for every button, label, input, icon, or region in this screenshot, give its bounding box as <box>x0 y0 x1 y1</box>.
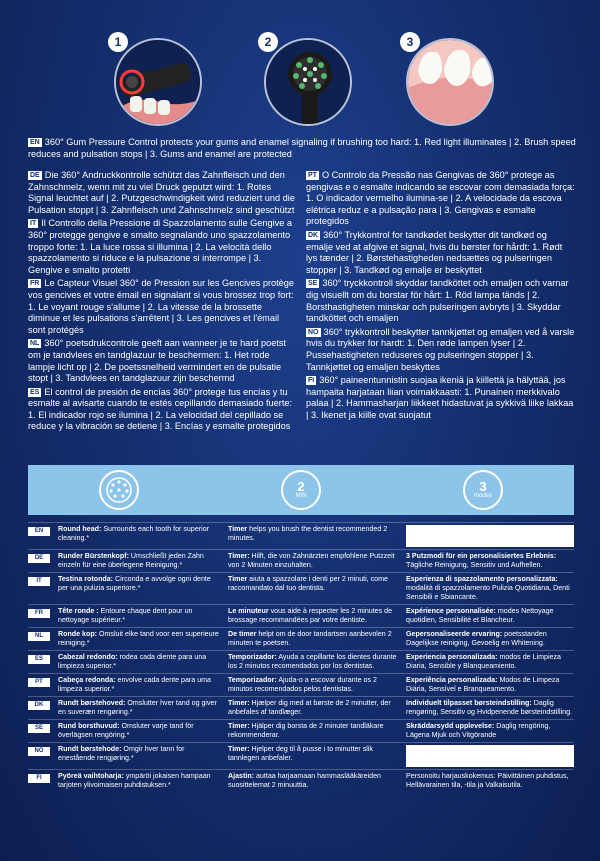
head-cell <box>58 676 228 694</box>
modes-cell-text: Daglig rengøring, Sensitiv og Hvidpenende børsteindstilling. <box>406 699 573 716</box>
table-row <box>28 604 574 627</box>
timer-cell-text: Hjälper dig borsta de 2 minuter tandläkare rekommenderar. <box>228 722 384 739</box>
timer-cell-title: Timer: <box>228 552 250 560</box>
round-head-icon <box>99 470 139 510</box>
step-number: 1 <box>108 32 128 52</box>
modes-cell <box>406 722 574 740</box>
head-cell <box>58 745 228 763</box>
head-cell-title: Cabeça redonda: <box>58 676 116 684</box>
head-cell-text: envolve cada dente para uma limpeza superior.* <box>58 676 211 693</box>
language-columns <box>28 170 576 435</box>
head-cell <box>58 607 228 625</box>
modes-label: modes <box>473 493 492 499</box>
feature-table <box>28 522 574 792</box>
table-row <box>28 696 574 719</box>
modes-cell <box>406 552 574 570</box>
modes-cell-title: 3 Putzmodi für ein personalisiertes Erlebnis: <box>406 552 557 560</box>
lang-tag: ES <box>28 655 50 664</box>
paragraph-text: 360° poetsdrukcontrole geeft aan wanneer je te hard poetst om je tandvlees en tandglazuur te beschermen: 1. Het rode lampje licht op | 2. De poetssnelheid vermindert en de pulsatie stopt | 3. Tandvlees en tandglazuur zijn beschermd <box>28 338 287 384</box>
paragraph-text: 360° Trykkontrol for tandkødet beskytter dit tandkød og emalje ved at afgive et signal, hvis du børster for hårdt: 1. Rødt lys tænder | 2. Børstehastigheden nedsættes og pulseringen stopper | 3. Tandkød og emalje er beskyttet <box>306 229 563 275</box>
timer-cell <box>228 699 406 717</box>
head-cell-text: Umschließt jeden Zahn einzeln für eine überlegene Reinigung.* <box>58 552 204 569</box>
table-row <box>28 673 574 696</box>
step-1 <box>100 32 210 130</box>
paragraph-text: Il Controllo della Pressione di Spazzolamento sulle Gengive a 360° protegge gengive e smalto segnalando uno spazzolamento troppo forte: 1. La luce rossa si illumina | 2. La velocità dello spazzolamento si riduce e la pulsazione si interrompe | 3. Gengive e smalto protetti <box>28 218 292 275</box>
modes-cell-text: poetsstanden Dagelijkse reiniging, Gevoelig en Whitening. <box>406 630 547 647</box>
right-column <box>306 170 576 435</box>
timer-cell-text: Ajuda-o a escovar durante os 2 minutos recomendados pelos dentistas. <box>228 676 377 693</box>
lang-tag: SE <box>308 280 318 288</box>
head-cell-title: Round head: <box>58 525 102 533</box>
timer-cell-text: aiuta a spazzolare i denti per 2 minuti, come raccomandato dal tuo dentista. <box>228 575 388 592</box>
table-row <box>28 549 574 572</box>
lang-tag: EN <box>28 527 50 536</box>
head-cell-text: Surrounds each tooth for superior cleaning.* <box>58 525 210 542</box>
modes-cell-text: Tägliche Reinigung, Sensitiv und Aufhellen. <box>406 561 543 569</box>
modes-value: 3 <box>479 479 487 494</box>
timer-cell-text: helps you brush the dentist recommended 2 minutes. <box>228 525 388 542</box>
modes-cell-title: Expérience personnalisée: <box>406 607 496 615</box>
timer-cell-title: Timer <box>228 575 248 583</box>
head-cell-text: rodea cada diente para una limpieza superior.* <box>58 653 207 670</box>
head-cell <box>58 653 228 671</box>
head-cell-title: Cabezal redondo: <box>58 653 118 661</box>
modes-cell-text: Personoitu harjauskokemus: Päivittäinen puhdistus, Hellävarainen tila, -tila ja Valkaisutila. <box>406 772 569 789</box>
lang-tag: EN <box>30 139 40 146</box>
timer-cell <box>228 722 406 740</box>
modes-cell <box>406 772 574 790</box>
lang-tag: PT <box>28 678 50 687</box>
timer-cell-text: Ayuda a cepillarte los dientes durante los 2 minutos recomendados por los dentistas. <box>228 653 397 670</box>
modes-cell <box>406 525 574 547</box>
timer-cell-text: Hilft, die von Zahnärzten empfohlene Putzzeit von 2 Minuten einzuhalten. <box>228 552 395 569</box>
head-cell <box>58 552 228 570</box>
modes-cell <box>406 607 574 625</box>
table-row <box>28 572 574 604</box>
left-column <box>28 170 296 435</box>
head-cell-title: Rundt børstehoved: <box>58 699 126 707</box>
timer-cell <box>228 772 406 790</box>
lang-paragraph <box>28 218 296 276</box>
head-cell <box>58 772 228 790</box>
healthy-gums-icon <box>406 38 494 126</box>
table-row <box>28 627 574 650</box>
lang-paragraph <box>306 327 576 373</box>
lang-paragraph <box>306 278 576 324</box>
step-number: 2 <box>258 32 278 52</box>
head-cell <box>58 525 228 543</box>
timer-cell-text: auttaa harjaamaan hammaslääkäreiden suosittelemat 2 minuuttia. <box>228 772 381 789</box>
modes-cell <box>406 653 574 671</box>
paragraph-text: O Controlo da Pressão nas Gengivas de 360° protege as gengivas e o esmalte indicando se escovar com demasiada força: 1. O indicador vermelho ilumina-se | 2. A velocidade da escova elétrica reduz e a pulsação para | 3. Gengivas e esmalte protegidos <box>306 170 575 227</box>
timer-cell-title: Timer: <box>228 699 250 707</box>
lang-tag: ES <box>30 388 40 396</box>
modes-cell-text: Modos de Limpeza Diária, Sensível e Branqueamento. <box>406 676 560 693</box>
head-cell-title: Pyöreä vaihtoharja: <box>58 772 124 780</box>
modes-icon <box>463 470 503 510</box>
step-2 <box>250 32 360 130</box>
lang-tag: FR <box>28 609 50 618</box>
paragraph-text: Le Capteur Visuel 360° de Pression sur les Gencives protège vos gencives et votre émail en signalant si vous brossez trop fort: 1. Le voyant rouge s'allume | 2. La vitesse de la brossette diminue et les pulsations s'arrêtent | 3. Les gencives et l'émail sont protégés <box>28 278 295 335</box>
paragraph-text: El control de presión de encías 360° protege tus encías y tu esmalte al avisarte cuando te estés cepillando demasiado fuerte: 1. El indicador rojo se ilumina | 2. La velocidad del cepillado se reduce y la vibración se detiene | 3. Encías y esmalte protegidos <box>28 386 293 432</box>
head-cell-text: Omsluter varje tand för överlägsen rengöring.* <box>58 722 194 739</box>
lang-paragraph <box>306 375 576 421</box>
modes-cell-title: Experiencia personalizada: <box>406 653 498 661</box>
timer-cell-title: Timer <box>228 525 248 533</box>
paragraph-text: 360° tryckkontroll skyddar tandköttet och emaljen och varnar dig visuellt om du borstar för hårt: 1. Röd lampa tänds | 2. Borsthastigheten minskar och pulseringen avbryts | 3. Skyddar tandköttet och emaljen <box>306 278 569 324</box>
timer-cell <box>228 525 406 543</box>
en-intro-text: 360° Gum Pressure Control protects your gums and enamel signaling if brushing too hard: 1. Red light illuminates | 2. Brush speed reduces and pulsation stops | 3. Gums and enamel are protected <box>28 137 576 160</box>
head-cell-title: Runder Bürstenkopf: <box>58 552 129 560</box>
timer-cell-text: helpt om de door tandartsen aanbevolen 2 minuten te poetsen. <box>228 630 392 647</box>
table-row <box>28 522 574 549</box>
head-cell-text: Entoure chaque dent pour un nettoyage supérieur.* <box>58 607 193 624</box>
lang-paragraph <box>306 230 576 276</box>
lang-tag: NL <box>30 340 40 348</box>
en-intro <box>28 136 576 160</box>
lang-tag: DE <box>28 554 50 563</box>
modes-cell-text: modalità di spazzolamento Pulizia Quotidiana, Denti Sensibili e Sbiancante. <box>406 584 570 601</box>
modes-cell-text: modes Nettoyage quotidien, Sensibilité et Blancheur. <box>406 607 554 624</box>
head-cell-title: Rund borsthuvud: <box>58 722 120 730</box>
modes-cell <box>406 676 574 694</box>
red-light-gum-icon <box>114 38 202 126</box>
head-cell <box>58 630 228 648</box>
timer-cell <box>228 676 406 694</box>
head-cell-title: Rundt børstehode: <box>58 745 122 753</box>
head-cell-text: Omsluit elke tand voor een superieure reiniging.* <box>58 630 219 647</box>
lang-tag: IT <box>28 577 50 586</box>
blank-box <box>406 745 574 767</box>
modes-cell <box>406 575 574 602</box>
head-cell <box>58 575 228 593</box>
timer-cell-title: Temporizador: <box>228 676 277 684</box>
modes-cell-text: modos de Limpieza Diaria, Sensible y Blanqueamiento. <box>406 653 561 670</box>
head-cell-title: Ronde kop: <box>58 630 98 638</box>
timer-cell <box>228 552 406 570</box>
feature-band <box>28 465 574 515</box>
head-cell-text: ympäröi jokaisen hampaan tarjoten ylivoimaisen puhdistuksen.* <box>58 772 211 789</box>
timer-cell <box>228 630 406 648</box>
head-cell <box>58 722 228 740</box>
table-row <box>28 650 574 673</box>
lang-tag: IT <box>30 220 37 228</box>
step-number: 3 <box>400 32 420 52</box>
timer-icon <box>281 470 321 510</box>
table-row <box>28 769 574 792</box>
blank-box <box>406 525 574 547</box>
lang-tag: NO <box>308 328 319 336</box>
lang-paragraph <box>28 278 296 336</box>
modes-cell-text: Daglig rengöring, Lägena Mjuk och Vitgörande <box>406 722 551 739</box>
steps-illustrations <box>100 32 520 130</box>
timer-cell-text: vous aide à respecter les 2 minutes de brossage recommandées par votre dentiste. <box>228 607 393 624</box>
timer-unit: MIN <box>295 493 307 499</box>
modes-cell-title: Gepersonaliseerde ervaring: <box>406 630 503 638</box>
lang-paragraph <box>28 170 296 216</box>
timer-cell-title: Timer: <box>228 745 250 753</box>
timer-cell-title: De timer <box>228 630 257 638</box>
paragraph-text: 360° trykkontroll beskytter tannkjøttet og emaljen ved å varsle hvis du trykker for hardt: 1. Den røde lampen lyser | 2. Pussehastigheten reduseres og pulseringen stopper | 3. Tannkjøttet og emaljen beskyttes <box>306 326 575 372</box>
timer-cell <box>228 653 406 671</box>
lang-tag: DK <box>28 701 50 710</box>
head-cell-title: Tête ronde : <box>58 607 99 615</box>
lang-tag: DE <box>30 172 40 179</box>
head-cell-text: Circonda e avvolge ogni dente per una pulizia superiore.* <box>58 575 211 592</box>
modes-cell <box>406 699 574 717</box>
timer-cell-text: Hjælper dig med at børste de 2 minutter, der anbefales af tandlæger. <box>228 699 391 716</box>
lang-tag: FR <box>30 280 40 288</box>
timer-cell <box>228 745 406 763</box>
table-row <box>28 742 574 769</box>
paragraph-text: Die 360° Andruckkontrolle schützt das Zahnfleisch und den Zahnschmelz, wenn mit zu viel Druck geputzt wird: 1. Rotes Signal leuchtet auf | 2. Putzgeschwindigkeit wird reduziert und die Pulsation stoppt | 3. Zahnfleisch und Zahnschmelz sind geschützt <box>28 170 295 215</box>
lang-tag: DK <box>308 231 319 239</box>
lang-tag: NL <box>28 632 50 641</box>
head-cell <box>58 699 228 717</box>
table-row <box>28 719 574 742</box>
lang-paragraph <box>306 170 576 228</box>
paragraph-text: 360° paineentunnistin suojaa ikeniä ja kiillettä ja hälyttää, jos hampaita harjataan liian voimakkaasti: 1. Punainen merkkivalo palaa | 2. Hammasharjan liikkeet hidastuvat ja sykkivä liike lakkaa | 3. Ikenet ja kiille ovat suojatut <box>306 375 574 420</box>
head-cell-text: Omslutter hver tand og giver en suveræn rengøring.* <box>58 699 217 716</box>
timer-cell <box>228 607 406 625</box>
lang-tag: FI <box>308 377 315 385</box>
modes-cell <box>406 745 574 767</box>
lang-tag: FI <box>28 774 50 783</box>
timer-cell-title: Ajastin: <box>228 772 255 780</box>
timer-cell-title: Le minuteur <box>228 607 269 615</box>
modes-cell-title: Experiência personalizada: <box>406 676 498 684</box>
lang-tag: NO <box>28 747 50 756</box>
timer-cell-text: Hjelper deg til å pusse i to minutter slik tannlegen anbefaler. <box>228 745 373 762</box>
modes-cell-title: Esperienza di spazzolamento personalizzata: <box>406 575 558 583</box>
modes-cell-title: Skräddarsydd upplevelse: <box>406 722 495 730</box>
head-cell-title: Testina rotonda: <box>58 575 114 583</box>
head-cell-text: Omgir hver tann for enestående rengjøring.* <box>58 745 185 762</box>
lang-tag: PT <box>308 172 317 179</box>
timer-cell-title: Timer: <box>228 722 250 730</box>
modes-cell-title: Individuelt tilpasset børsteindstilling: <box>406 699 532 707</box>
timer-cell-title: Temporizador: <box>228 653 277 661</box>
step-3 <box>392 32 502 130</box>
modes-cell <box>406 630 574 648</box>
lang-paragraph <box>28 387 296 433</box>
brush-head-icon <box>264 38 352 126</box>
lang-paragraph <box>28 338 296 384</box>
lang-tag: SE <box>28 724 50 733</box>
timer-value: 2 <box>297 479 305 494</box>
timer-cell <box>228 575 406 593</box>
